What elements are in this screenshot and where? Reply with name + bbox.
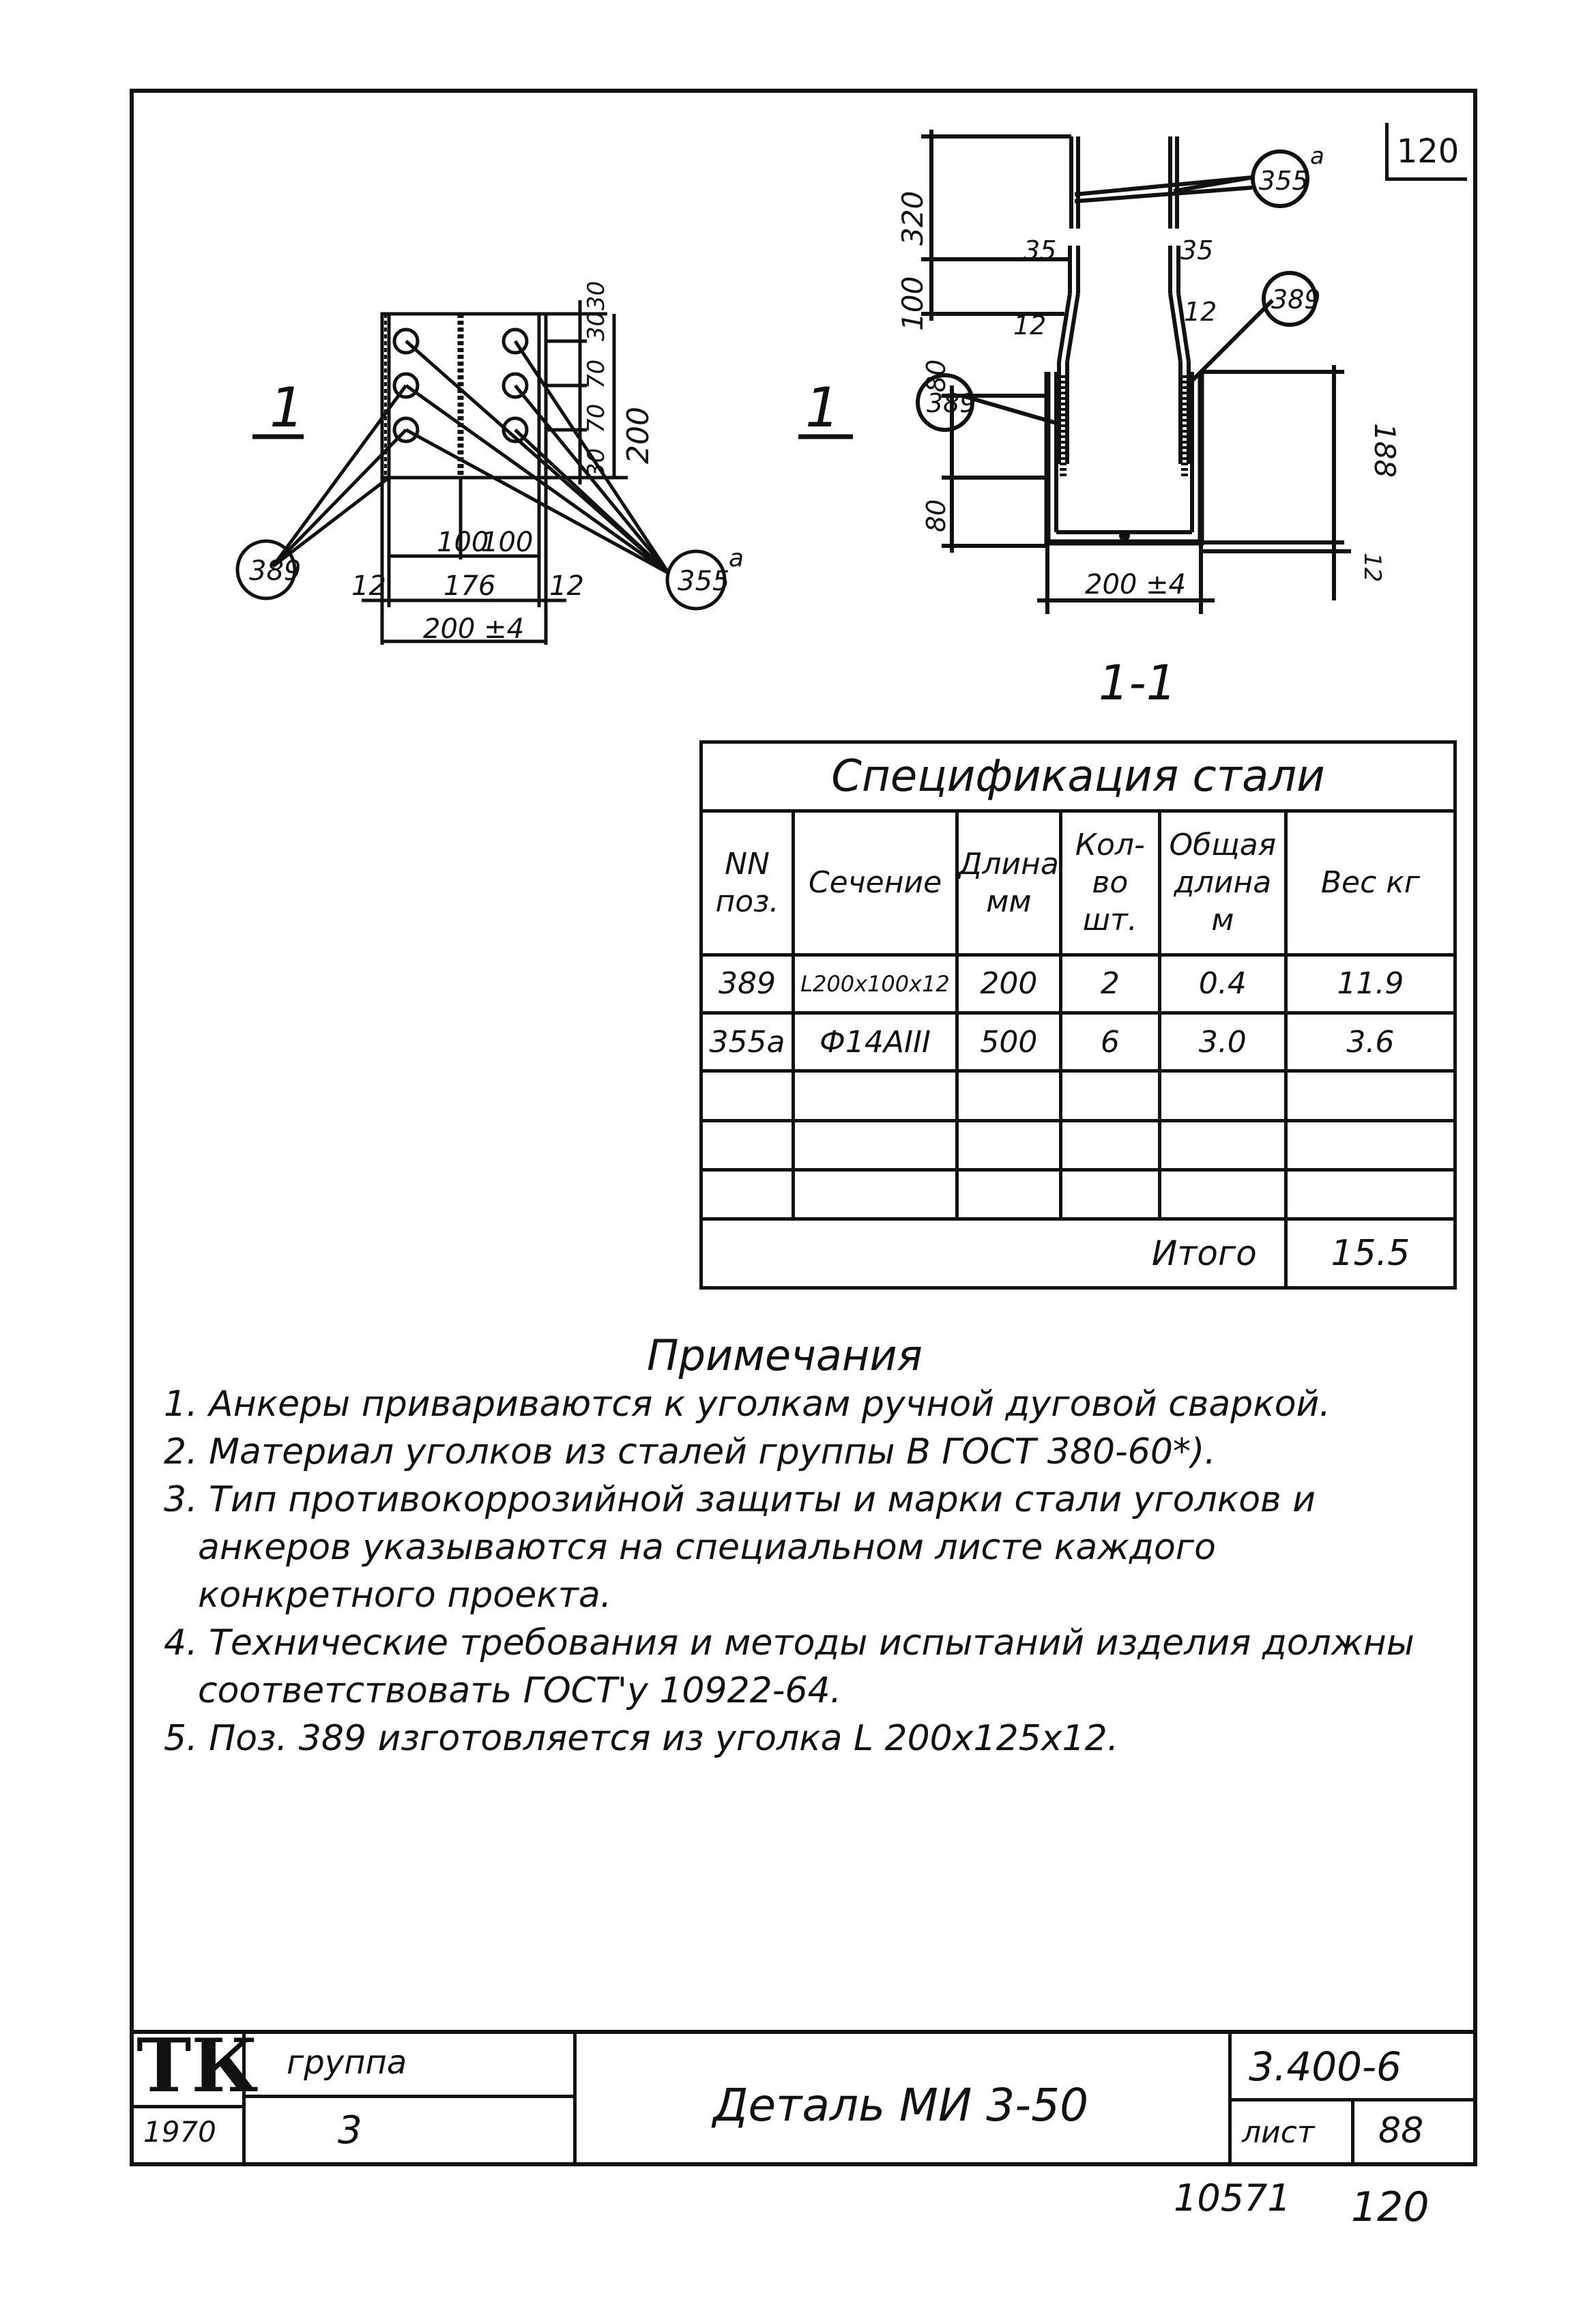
dim-100-left: 100 (437, 527, 489, 558)
section-callout-355a-suffix: a (1310, 143, 1324, 170)
series-number: 3.400-6 (1249, 2043, 1402, 2090)
section-callout-389l-label: 389 (927, 388, 976, 418)
callout-389-label: 389 (249, 555, 302, 587)
section-mark-left: 1 (270, 376, 304, 439)
plan-view-drawing (205, 273, 840, 682)
cell-qty: 6 (1060, 1013, 1159, 1071)
table-row-empty (701, 1071, 1455, 1120)
detail-name: Деталь МИ 3-50 (712, 2079, 1089, 2132)
group-label: группа (287, 2043, 407, 2082)
dim-bend-left: 12 (1013, 310, 1047, 340)
hdr-pos: NN поз. (701, 811, 794, 955)
footer-left-number: 10571 (1174, 2177, 1291, 2220)
note-1: 1. Анкеры привариваются к уголкам ручной дуговой сваркой. (164, 1384, 1331, 1425)
dim-offset-left: 35 (1024, 235, 1057, 265)
cell-qty: 2 (1060, 955, 1159, 1013)
dim-edge-right: 12 (549, 570, 584, 602)
cell-weight: 3.6 (1286, 1013, 1455, 1071)
table-row (701, 1013, 1455, 1071)
cell-section: L200x100x12 (794, 955, 957, 1013)
cell-total-length: 0.4 (1159, 955, 1286, 1013)
sheet-label: лист (1242, 2115, 1315, 2150)
dim-12-bottom: 12 (1359, 553, 1386, 583)
spec-title: Спецификация стали (701, 742, 1455, 811)
dim-100-right: 100 (481, 527, 534, 558)
dim-height-200: 200 (621, 407, 656, 464)
dim-176: 176 (444, 570, 496, 602)
hdr-qty: Кол-во шт. (1060, 811, 1159, 955)
callout-355a-label: 355 (678, 566, 730, 597)
sheet-value: 88 (1378, 2110, 1424, 2151)
dim-section-width: 200 ±4 (1085, 569, 1187, 600)
dim-188: 188 (1368, 423, 1402, 478)
dim-right-3: 70 (583, 359, 610, 389)
notes-title: Примечания (647, 1330, 923, 1380)
title-block (130, 2023, 1477, 2166)
note-4: 4. Технические требования и методы испытаний изделия должны соответствовать ГОСТ'у 10922-64. (164, 1623, 1414, 1711)
total-label: Итого (701, 1219, 1286, 1288)
cell-length: 200 (957, 955, 1061, 1013)
cell-pos: 355a (701, 1013, 794, 1071)
section-view-drawing (880, 123, 1402, 711)
total-value: 15.5 (1286, 1219, 1455, 1288)
year: 1970 (143, 2115, 216, 2149)
dim-right-2: 70 (583, 403, 610, 433)
dim-right-top: 30 (583, 280, 610, 310)
section-title: 1-1 (1099, 655, 1177, 711)
cell-weight: 11.9 (1286, 955, 1455, 1013)
group-value: 3 (338, 2108, 362, 2153)
dim-320: 320 (896, 190, 929, 246)
dim-right-4: 30 (583, 311, 610, 341)
dim-bend-right: 12 (1184, 297, 1217, 327)
table-row-empty (701, 1120, 1455, 1169)
dim-edge-left: 12 (351, 570, 386, 602)
section-callout-355a-label: 355 (1259, 166, 1309, 196)
dim-100: 100 (896, 276, 929, 331)
note-2: 2. Материал уголков из сталей группы В ГОСТ 380-60*). (164, 1431, 1216, 1472)
notes-section (164, 1330, 1460, 1762)
cell-length: 500 (957, 1013, 1061, 1071)
dim-total-width: 200 ±4 (423, 613, 525, 645)
cell-pos: 389 (701, 955, 794, 1013)
dim-80-a: 80 (921, 359, 951, 392)
section-callout-389r-label: 389 (1271, 285, 1321, 315)
note-3: 3. Тип противокоррозийной защиты и марки стали уголков и анкеров указываются на специальном листе каждого конкретного проекта. (164, 1479, 1316, 1616)
cell-section: Ф14АIII (794, 1013, 957, 1071)
table-row (701, 955, 1455, 1013)
section-mark-right: 1 (805, 376, 840, 439)
cell-total-length: 3.0 (1159, 1013, 1286, 1071)
hdr-weight: Вес кг (1286, 811, 1455, 955)
dim-right-1: 30 (583, 448, 610, 478)
table-total-row (701, 1219, 1455, 1288)
table-row-empty (701, 1170, 1455, 1219)
sheet-corner-number: 120 (1385, 123, 1467, 181)
dim-offset-right: 35 (1180, 235, 1214, 265)
hdr-length: Длина мм (957, 811, 1061, 955)
steel-specification-table (699, 740, 1457, 1290)
hdr-section: Сечение (794, 811, 957, 955)
callout-355a-suffix: a (729, 544, 744, 572)
note-5: 5. Поз. 389 изготовляется из уголка L 200x125x12. (164, 1718, 1119, 1759)
dim-80-b: 80 (921, 499, 951, 532)
hdr-total-length: Общая длина м (1159, 811, 1286, 955)
tk-logo: ТК (136, 2023, 259, 2109)
footer-right-number: 120 (1351, 2183, 1430, 2231)
